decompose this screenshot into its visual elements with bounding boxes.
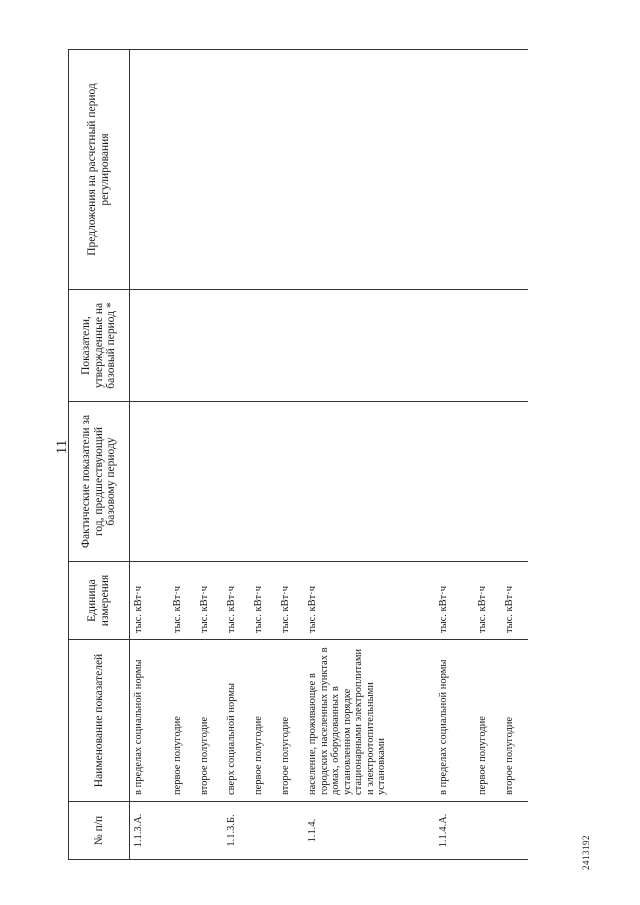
- row-num: [277, 802, 304, 860]
- row-proposal: [277, 50, 304, 290]
- table-row: [474, 50, 501, 860]
- row-fact: [474, 402, 501, 562]
- table-row: [169, 50, 196, 860]
- row-fact: [501, 402, 528, 562]
- row-name: в пределах социальной нормы: [130, 640, 170, 802]
- table-row: [501, 50, 528, 860]
- row-num: [250, 802, 277, 860]
- row-fact: [304, 402, 435, 562]
- row-approved: [223, 290, 250, 402]
- row-unit: тыс. кВт·ч: [304, 562, 435, 640]
- row-num: 1.1.3.Б.: [223, 802, 250, 860]
- row-unit: тыс. кВт·ч: [223, 562, 250, 640]
- row-unit: тыс. кВт·ч: [474, 562, 501, 640]
- page-number: 11: [54, 439, 70, 455]
- row-unit: тыс. кВт·ч: [501, 562, 528, 640]
- row-fact: [250, 402, 277, 562]
- row-proposal: [196, 50, 223, 290]
- table-row: [223, 50, 250, 860]
- row-fact: [130, 402, 170, 562]
- row-unit: тыс. кВт·ч: [435, 562, 474, 640]
- row-proposal: [130, 50, 170, 290]
- row-proposal: [435, 50, 474, 290]
- table-header-row: [69, 50, 130, 860]
- row-num: [501, 802, 528, 860]
- row-name: первое полугодие: [474, 640, 501, 802]
- row-name: сверх социальной нормы: [223, 640, 250, 802]
- header-fact: Фактические показатели за год, предшествующий базовому периоду: [69, 402, 130, 562]
- row-name: второе полугодие: [501, 640, 528, 802]
- row-name: население, проживающее в городских населенных пунктах в домах, оборудованных в установленном порядке стационарными электроплитами и электроотопительными установками: [304, 640, 435, 802]
- row-proposal: [501, 50, 528, 290]
- row-approved: [277, 290, 304, 402]
- header-num: № п/п: [69, 802, 130, 860]
- row-num: [169, 802, 196, 860]
- header-proposal: Предложения на расчетный период регулирования: [69, 50, 130, 290]
- header-unit: Единица измерения: [69, 562, 130, 640]
- row-fact: [196, 402, 223, 562]
- row-num: 1.1.3.А.: [130, 802, 170, 860]
- row-unit: тыс. кВт·ч: [169, 562, 196, 640]
- row-fact: [435, 402, 474, 562]
- row-unit: тыс. кВт·ч: [130, 562, 170, 640]
- table-row: [130, 50, 170, 860]
- row-unit: тыс. кВт·ч: [250, 562, 277, 640]
- table-row: [250, 50, 277, 860]
- row-num: [196, 802, 223, 860]
- row-name: в пределах социальной нормы: [435, 640, 474, 802]
- table-row: [435, 50, 474, 860]
- indicators-table: [68, 49, 528, 860]
- table-row: [277, 50, 304, 860]
- row-proposal: [304, 50, 435, 290]
- row-num: 1.1.4.А.: [435, 802, 474, 860]
- rotated-page: [36, 24, 605, 870]
- row-num: 1.1.4.: [304, 802, 435, 860]
- row-approved: [130, 290, 170, 402]
- table-row: [304, 50, 435, 860]
- row-proposal: [474, 50, 501, 290]
- row-proposal: [169, 50, 196, 290]
- row-fact: [223, 402, 250, 562]
- row-name: второе полугодие: [277, 640, 304, 802]
- row-fact: [169, 402, 196, 562]
- row-fact: [277, 402, 304, 562]
- row-name: первое полугодие: [169, 640, 196, 802]
- header-approved: Показатели, утвержденные на базовый период *: [69, 290, 130, 402]
- row-unit: тыс. кВт·ч: [196, 562, 223, 640]
- row-approved: [169, 290, 196, 402]
- row-name: второе полугодие: [196, 640, 223, 802]
- row-approved: [196, 290, 223, 402]
- table-row: [196, 50, 223, 860]
- row-approved: [304, 290, 435, 402]
- row-unit: тыс. кВт·ч: [277, 562, 304, 640]
- row-proposal: [223, 50, 250, 290]
- row-approved: [435, 290, 474, 402]
- row-approved: [501, 290, 528, 402]
- row-name: первое полугодие: [250, 640, 277, 802]
- header-name: Наименование показателей: [69, 640, 130, 802]
- row-approved: [250, 290, 277, 402]
- row-num: [474, 802, 501, 860]
- row-proposal: [250, 50, 277, 290]
- document-id: 2413192: [581, 835, 591, 870]
- row-approved: [474, 290, 501, 402]
